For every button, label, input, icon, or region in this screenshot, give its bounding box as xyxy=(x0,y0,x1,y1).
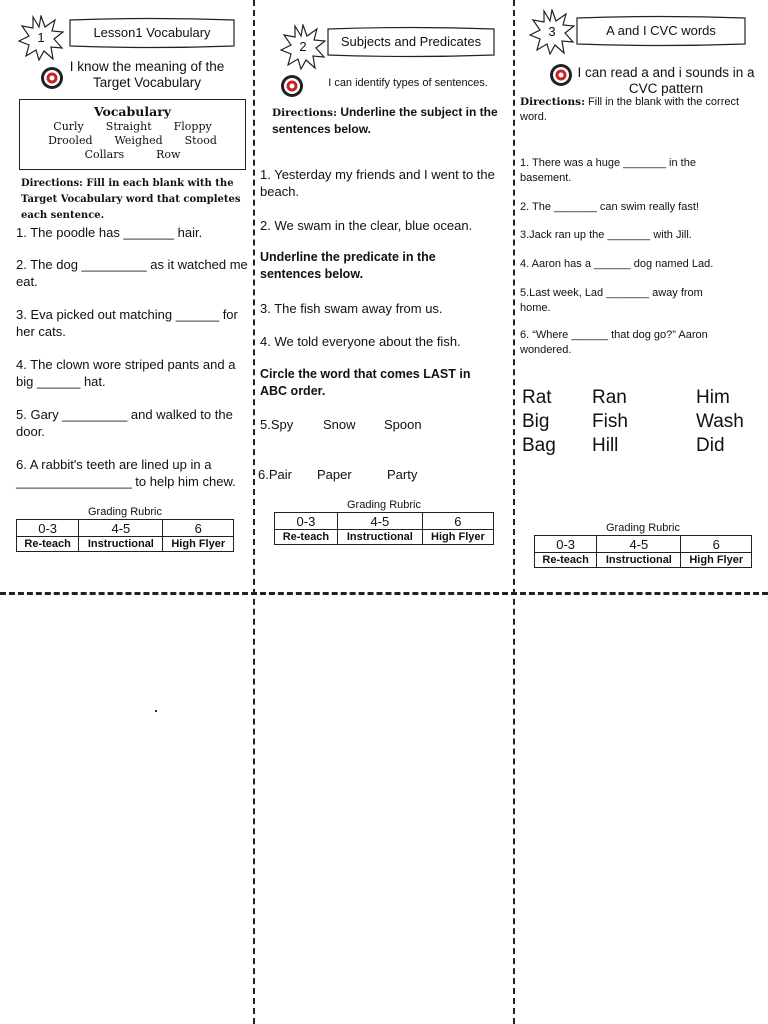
word-bank-word: Him xyxy=(696,387,730,408)
question: 2. The dog _________ as it watched me eat. xyxy=(16,257,248,289)
rubric-score: 6 xyxy=(163,520,234,537)
title-banner xyxy=(575,15,747,47)
grading-rubric xyxy=(274,512,494,545)
rubric-level: Instructional xyxy=(337,530,422,545)
word-bank-row xyxy=(522,386,762,410)
rubric-score: 0-3 xyxy=(275,513,338,530)
question: 5.Last week, Lad _______ away from home. xyxy=(520,287,703,314)
abc-row xyxy=(260,416,508,433)
directions xyxy=(272,104,508,137)
question: 4. The clown wore striped pants and a big ______ hat. xyxy=(16,357,236,389)
word-bank-word: Wash xyxy=(696,411,744,432)
vocab-row xyxy=(20,148,245,161)
vocab-word: Collars xyxy=(84,148,125,161)
vocab-word: Floppy xyxy=(173,120,212,133)
abc-word: 6.Pair xyxy=(258,467,292,482)
abc-word: Snow xyxy=(323,417,356,432)
word-bank-row xyxy=(522,434,762,458)
question: 4. Aaron has a ______ dog named Lad. xyxy=(520,258,714,270)
rubric-level: High Flyer xyxy=(422,530,493,545)
rubric-level: Instructional xyxy=(79,537,163,552)
question: 5. Gary _________ and walked to the door. xyxy=(16,407,233,439)
question: 1. There was a huge _______ in the basement. xyxy=(520,157,696,184)
directions xyxy=(520,95,768,125)
cut-line-left xyxy=(253,0,255,1024)
rubric-score: 6 xyxy=(422,513,493,530)
rubric-title: Grading Rubric xyxy=(606,522,680,534)
rubric-score: 0-3 xyxy=(535,536,597,553)
rubric-level: Re-teach xyxy=(17,537,79,552)
vocabulary-title: Vocabulary xyxy=(93,104,172,119)
vocab-row xyxy=(20,120,245,133)
question: 2. We swam in the clear, blue ocean. xyxy=(260,218,473,233)
learning-goal: I know the meaning of the Target Vocabulary xyxy=(69,59,225,90)
learning-goal: I can read a and i sounds in a CVC pattern xyxy=(577,65,755,96)
vocab-word: Straight xyxy=(105,120,152,133)
rubric-score: 6 xyxy=(681,536,752,553)
abc-row xyxy=(258,466,506,483)
rubric-level: High Flyer xyxy=(163,537,234,552)
question: 3.Jack ran up the _______ with Jill. xyxy=(520,229,692,241)
abc-word: Party xyxy=(387,467,418,482)
section-heading: Circle the word that comes LAST in ABC order. xyxy=(260,367,471,398)
rubric-level: High Flyer xyxy=(681,553,752,568)
cut-line-horizontal xyxy=(0,592,768,595)
title-banner xyxy=(68,17,236,49)
directions xyxy=(21,176,248,224)
rubric-level: Instructional xyxy=(597,553,681,568)
number-burst-icon xyxy=(280,24,326,70)
panel-number: 1 xyxy=(37,30,45,45)
directions-label: Directions: xyxy=(272,107,337,119)
vocab-word: Row xyxy=(156,148,181,161)
panel-number: 2 xyxy=(299,39,307,54)
panel-title: Lesson1 Vocabulary xyxy=(93,25,211,40)
directions-text: Fill in the blank with the correct word. xyxy=(520,96,740,123)
directions-text: Fill in each blank with the Target Vocabulary word that completes each sentence. xyxy=(21,178,241,221)
rubric-title: Grading Rubric xyxy=(88,506,162,518)
panel-title: A and I CVC words xyxy=(606,23,716,38)
stray-mark xyxy=(155,710,157,712)
question: 1. Yesterday my friends and I went to the beach. xyxy=(260,167,495,199)
word-bank-row xyxy=(522,410,762,434)
rubric-title: Grading Rubric xyxy=(347,499,421,511)
number-burst-icon xyxy=(18,15,64,61)
directions-label: Directions: xyxy=(21,178,83,189)
vocab-row xyxy=(20,134,245,147)
word-bank-word: Ran xyxy=(592,387,627,408)
learning-goal: I can identify types of sentences. xyxy=(328,77,488,89)
word-bank-word: Bag xyxy=(522,435,556,456)
grading-rubric xyxy=(534,535,752,568)
question: 6. A rabbit's teeth are lined up in a ________________ to help him chew. xyxy=(16,457,236,489)
word-bank-word: Did xyxy=(696,435,725,456)
rubric-score: 0-3 xyxy=(17,520,79,537)
rubric-level: Re-teach xyxy=(535,553,597,568)
word-bank-word: Hill xyxy=(592,435,619,456)
rubric-score: 4-5 xyxy=(337,513,422,530)
question: 6. “Where ______ that dog go?” Aaron wondered. xyxy=(520,329,708,356)
target-icon xyxy=(40,66,64,90)
directions-text: Underline the subject in the sentences below. xyxy=(272,105,498,136)
question: 1. The poodle has _______ hair. xyxy=(16,225,203,240)
abc-word: 5.Spy xyxy=(260,417,294,432)
abc-word: Paper xyxy=(317,467,352,482)
target-icon xyxy=(280,74,304,98)
vocabulary-box xyxy=(19,99,246,170)
question: 2. The _______ can swim really fast! xyxy=(520,201,699,213)
title-banner xyxy=(326,26,496,58)
section-heading: Underline the predicate in the sentences below. xyxy=(260,250,436,281)
directions-label: Directions: xyxy=(520,96,585,108)
abc-word: Spoon xyxy=(384,417,422,432)
rubric-score: 4-5 xyxy=(79,520,163,537)
rubric-score: 4-5 xyxy=(597,536,681,553)
number-burst-icon xyxy=(529,9,575,55)
word-bank-word: Rat xyxy=(522,387,552,408)
vocab-word: Stood xyxy=(184,134,217,147)
panel-title: Subjects and Predicates xyxy=(340,34,482,49)
question: 3. The fish swam away from us. xyxy=(260,301,443,316)
vocab-word: Weighed xyxy=(114,134,163,147)
word-bank-word: Big xyxy=(522,411,550,432)
rubric-level: Re-teach xyxy=(275,530,338,545)
vocab-word: Curly xyxy=(53,120,84,133)
word-bank-word: Fish xyxy=(592,411,628,432)
vocab-word: Drooled xyxy=(48,134,93,147)
question: 4. We told everyone about the fish. xyxy=(260,334,461,349)
cut-line-right xyxy=(513,0,515,1024)
panel-number: 3 xyxy=(548,24,556,39)
question: 3. Eva picked out matching ______ for her cats. xyxy=(16,307,238,339)
word-bank xyxy=(522,386,762,458)
grading-rubric xyxy=(16,519,234,552)
